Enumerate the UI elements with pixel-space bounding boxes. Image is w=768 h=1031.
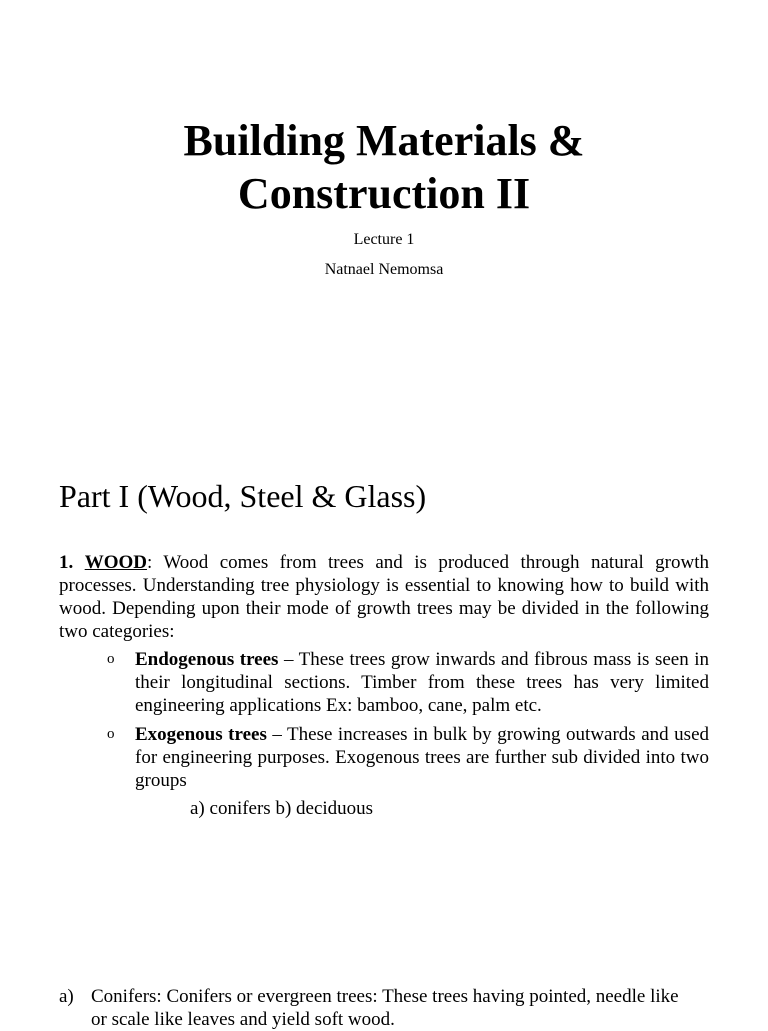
category-term: Endogenous trees xyxy=(135,649,279,670)
list-item-exogenous xyxy=(107,723,710,792)
exogenous-groups: a) conifers b) deciduous xyxy=(190,798,374,819)
section-number: 1. xyxy=(59,552,74,573)
list-item-endogenous xyxy=(107,648,709,717)
circle-bullet-icon: o xyxy=(107,726,115,742)
part-heading: Part I (Wood, Steel & Glass) xyxy=(59,478,427,514)
category-text: – These increases in bulk by growing outwards and used for engineering purposes. Exogenous trees are further sub divided into two groups xyxy=(135,724,710,791)
list-label: a) xyxy=(59,986,74,1007)
category-term: Exogenous trees xyxy=(135,724,267,745)
conifers-text: Conifers: Conifers or evergreen trees: These trees having pointed, needle like or scale like leaves and yield soft wood. xyxy=(91,986,679,1030)
wood-text: : Wood comes from trees and is produced through natural growth processes. Understanding tree physiology is essential to knowing how to build with wood. Depending upon their mode of growth trees may be divided in the following two categories: xyxy=(59,552,709,642)
title-line-2: Construction II xyxy=(237,169,531,218)
title-line-1: Building Materials & xyxy=(183,116,585,165)
category-text: – These trees grow inwards and fibrous mass is seen in their longitudinal sections. Timber from these trees has very limited engineering applications Ex: bamboo, cane, palm etc. xyxy=(135,649,709,716)
wood-paragraph xyxy=(59,551,709,643)
author-name: Natnael Nemomsa xyxy=(324,261,444,278)
tree-categories-list xyxy=(0,648,768,798)
circle-bullet-icon: o xyxy=(107,651,115,667)
wood-label: WOOD xyxy=(84,552,147,573)
lecture-label: Lecture 1 xyxy=(353,231,415,248)
conifers-item xyxy=(59,985,699,1031)
document-title xyxy=(0,114,768,220)
